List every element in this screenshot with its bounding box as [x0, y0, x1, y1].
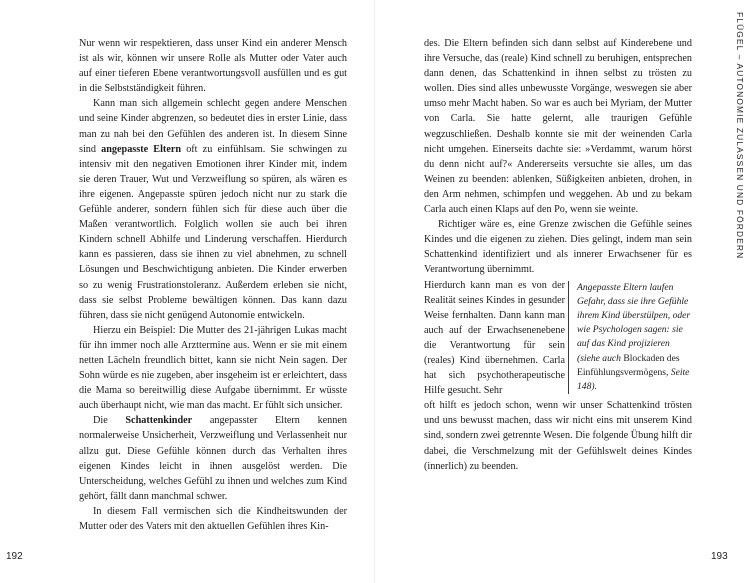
text-with-margin-note [424, 278, 692, 399]
text-run: Richtiger wäre es, eine Grenze zwischen die Gefühle seines Kindes und die eigenen zu ziehen. Dies gelingt, indem man sein Schattenkind identifiziert und als innerer Erwachsener für es Verantwortung übernimmt. [424, 219, 692, 276]
text-run: Die [93, 415, 126, 427]
text-run: In diesem Fall vermischen sich die Kindheitswunden der Mutter oder des Vaters mit den aktuellen Gefühlen ihres Kin- [79, 505, 347, 532]
page-number-left: 192 [6, 551, 23, 562]
text-run: Kann man sich allgemein schlecht gegen andere Menschen und seine Kinder abgrenzen, so bedeutet dies in erster Linie, dass man zu nah bei den Gefühlen des anderen ist. In diesem Sinne sind [79, 98, 347, 155]
text-run: des. Die Eltern befinden sich dann selbst auf Kinderebene und ihre Versuche, das (reale) Kind schnell zu beruhigen, entsprechen dann denen, das Schattenkind in ihnen selbst zu trösten zu wollen. Dies sind alles unbewusste Vorgänge, weswegen sie aber umso mehr Macht haben. So war es auch bei Myriam, der Mutter von Carla. Sie hatte gelernt, alle traurigen Gefühle wegzuschließen. Deshalb konnte sie mit der weinenden Carla nicht umgehen. Einerseits dachte sie: »Verdammt, warum hörst du denn nicht auf?« Andererseits versuchte sie alles, um das Weinen zu beenden: ablenken, Süßigkeiten anbieten, drohen, in den Arm nehmen, schimpfen und weggehen. Ab und zu bekam Carla auch einen Klaps auf den Po, wenn sie weinte. [424, 38, 692, 216]
text-run: oft zu einfühlsam. Sie schwingen zu intensiv mit den negativen Emotionen ihrer Kinder mit, indem sie deren Trauer, Wut und Verzweiflung so spüren, als wären es ihre eigenen. Angepasste spüren jedoch nicht nur zu stark die Gefühle anderer, sondern fühlen sich für diese auch über die Maßen verantwortlich. Folglich wollen sie auch bei ihren Kindern schnell Abhilfe und Linderung verschaffen. Hierdurch kann es passieren, dass sie ihnen zu viel abnehmen, zu schnell Lösungen und Beschwichtigung anbieten. Die Kinder erwerben so zu wenig Frustrationstoleranz. Außerdem erleben sie nicht, dass sie selbst Probleme bewältigen können. Das kann dazu führen, dass sie nicht genügend Autonomie entwickeln. [79, 143, 347, 321]
left-page-text [79, 36, 347, 534]
paragraph [79, 323, 347, 414]
text-run: angepasster Eltern kennen normalerweise Unsicherheit, Verzweiflung und Verlassenheit nur allzu gut. Diese Gefühle können durch das Verhalten ihres eigenen Kindes leicht in ihnen ausgelöst werden. Die Unterscheidung, welches Gefühl zu ihnen und welches zum Kind gehört, fällt dann manchmal schwer. [79, 415, 347, 502]
paragraph [424, 217, 692, 277]
right-page-text [424, 36, 692, 474]
paragraph [424, 36, 692, 217]
right-page [375, 0, 750, 583]
paragraph [79, 504, 347, 534]
running-head: FLÜGEL – AUTONOMIE ZULASSEN UND FÖRDERN [735, 12, 745, 260]
paragraph [79, 413, 347, 504]
bold-term: angepasste Eltern [101, 143, 182, 155]
bold-term: Schattenkinder [125, 415, 193, 427]
wrapped-paragraph: Hierdurch kann man es von der Realität seines Kindes in gesunder Weise fernhalten. Dann kann man auch auf der Erwachsenenebene die Verantwortung für sein (reales) Kind übernehmen. Carla hat sich psychotherapeutische Hilfe gesucht. Sehr [424, 279, 565, 397]
paragraph [79, 96, 347, 322]
right-page-paragraphs [424, 36, 692, 278]
text-run: Nur wenn wir respektieren, dass unser Kind ein anderer Mensch ist als wir, können wir unsere Rolle als Mutter oder Vater auch auf einer tieferen Ebene verantwortungsvoll ausfüllen und es gut in die Selbstständigkeit führen. [79, 38, 347, 95]
margin-note [568, 281, 692, 395]
margin-note-reference: Blockaden des Einfühlungsvermögens [577, 352, 680, 378]
paragraph [79, 36, 347, 96]
page-number-right: 193 [711, 551, 728, 562]
margin-note-italic: Angepasste Eltern laufen Gefahr, dass sie ihre Gefühle ihrem Kind überstülpen, oder wie Psychologen sagen: sie auf das Kind projizieren (siehe auch [577, 281, 691, 364]
margin-note-italic-end: , Seite 148). [577, 366, 690, 392]
continuation-paragraph: oft hilft es jedoch schon, wenn wir unser Schattenkind trösten und uns bewusst machen, dass wir nicht eins mit unserem Kind sind, sondern zwei getrennte Wesen. Die folgende Übung hilft dir dabei, die Verschmelzung mit der Gefühlswelt deines Kindes (innerlich) zu beenden. [424, 400, 692, 472]
text-run: Hierzu ein Beispiel: Die Mutter des 21-jährigen Lukas macht für ihn immer noch alle Arzttermine aus. Wenn er sie mit einem netten Lächeln freundlich bittet, kann sie nicht Nein sagen. Der Sohn würde es nie zugeben, aber insgeheim ist er erleichtert, dass die Mama so bereitwillig diese Aufgabe übernimmt. Er wüsste auch überhaupt nicht, wie man das macht. Er fühlt sich unsicher. [79, 324, 347, 412]
